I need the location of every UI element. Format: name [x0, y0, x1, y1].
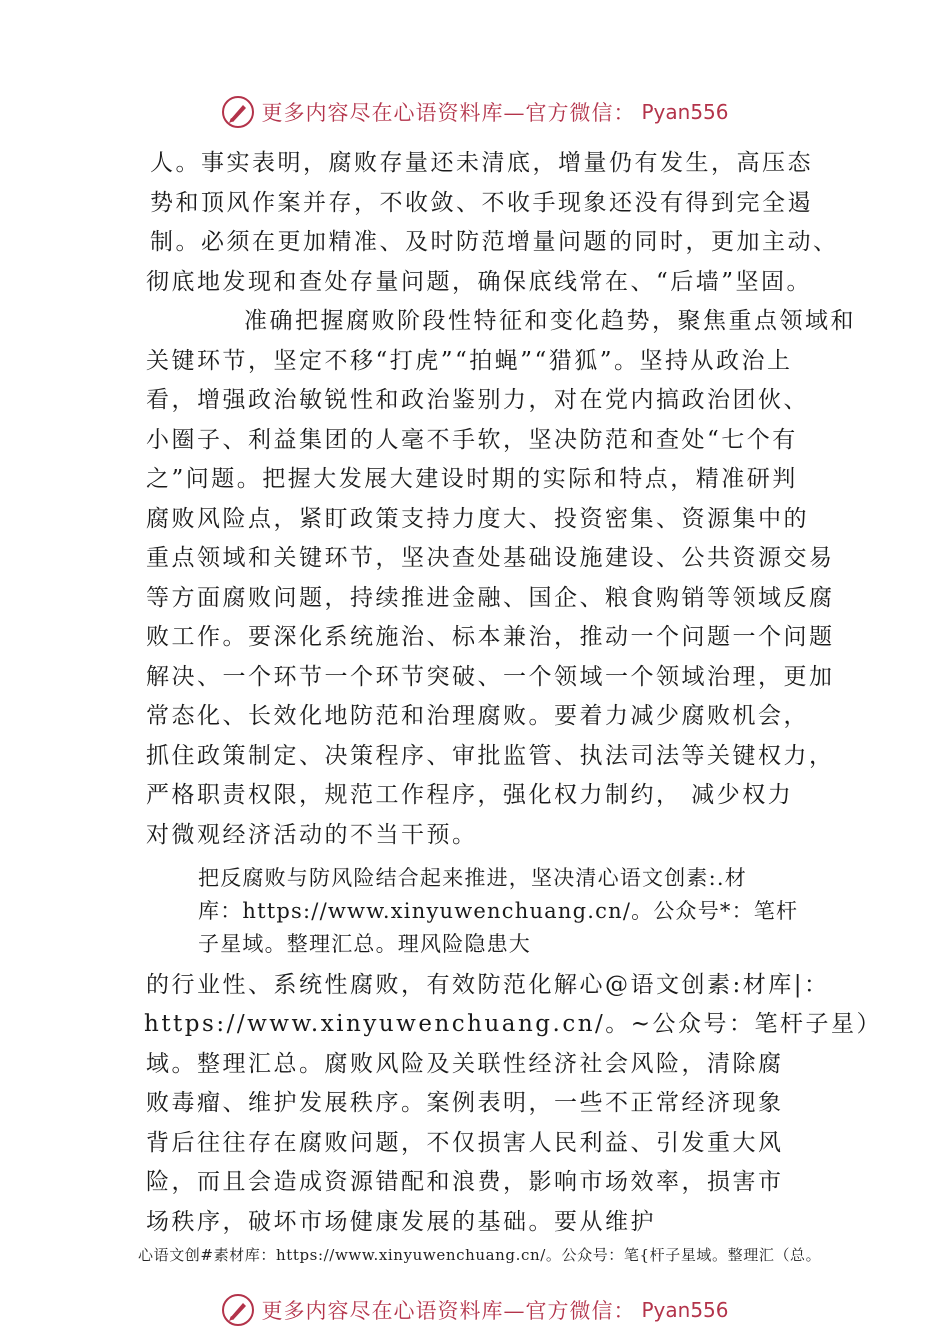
- text-line: 把反腐败与防风险结合起来推进，坚决清心语文创素:.材: [198, 866, 747, 890]
- text-line: 之”问题。把握大发展大建设时期的实际和特点，精准研判: [146, 466, 798, 492]
- text-line: 败毒瘤、维护发展秩序。案例表明，一些不正常经济现象: [146, 1090, 784, 1116]
- text-line: 域。整理汇总。腐败风险及关联性经济社会风险，清除腐: [146, 1051, 784, 1077]
- text-line: 看，增强政治敏锐性和政治鉴别力，对在党内搞政治团伙、: [146, 387, 809, 413]
- text-line: https://www.xinyuwenchuang.cn/。~公众号：笔杆子星）: [144, 1011, 883, 1037]
- text-line: 势和顶风作案并存，不收敛、不收手现象还没有得到完全遏: [150, 190, 813, 216]
- text-line: 彻底地发现和查处存量问题，确保底线常在、“后墙”坚固。: [146, 269, 813, 295]
- text-line: 抓住政策制定、决策程序、审批监管、执法司法等关键权力，: [146, 743, 835, 769]
- text-line: 库：https://www.xinyuwenchuang.cn/。公众号*：笔杆: [198, 899, 799, 923]
- text-line: 场秩序，破坏市场健康发展的基础。要从维护: [146, 1209, 656, 1235]
- banner-wechat-id: Pyan556: [641, 100, 729, 124]
- text-line: 重点领域和关键环节，坚决查处基础设施建设、公共资源交易: [146, 545, 835, 571]
- pen-logo-icon: [221, 95, 255, 129]
- text-line: 背后往往存在腐败问题，不仅损害人民利益、引发重大风: [146, 1130, 784, 1156]
- pen-logo-icon: [221, 1293, 255, 1327]
- watermark-banner-bottom: [0, 1290, 950, 1330]
- text-line: 常态化、长效化地防范和治理腐败。要着力减少腐败机会，: [146, 703, 809, 729]
- text-line: 子星域。整理汇总。理风险隐患大: [198, 932, 531, 956]
- text-line: 准确把握腐败阶段性特征和变化趋势，聚焦重点领域和: [244, 308, 856, 334]
- text-line: 对微观经济活动的不当干预。: [146, 822, 478, 848]
- banner-wechat-id: Pyan556: [641, 1298, 729, 1322]
- banner-text: 更多内容尽在心语资料库—官方微信：: [261, 1299, 636, 1323]
- watermark-banner-top: [0, 92, 950, 132]
- text-line: 制。必须在更加精准、及时防范增量问题的同时，更加主动、: [150, 229, 839, 255]
- text-line: 小圈子、利益集团的人毫不手软，坚决防范和查处“七个有: [146, 427, 798, 453]
- text-line: 的行业性、系统性腐败，有效防范化解心@语文创素:材库|：: [146, 972, 830, 998]
- text-line: 严格职责权限，规范工作程序，强化权力制约， 减少权力: [146, 782, 794, 808]
- text-line: 关键环节，坚定不移“打虎”“拍蝇”“猎狐”。坚持从政治上: [146, 348, 793, 374]
- text-line: 腐败风险点，紧盯政策支持力度大、投资密集、资源集中的: [146, 506, 809, 532]
- text-line: 险，而且会造成资源错配和浪费，影响市场效率，损害市: [146, 1169, 784, 1195]
- text-line: 解决、一个环节一个环节突破、一个领域一个领域治理，更加: [146, 664, 835, 690]
- text-line: 等方面腐败问题，持续推进金融、国企、粮食购销等领域反腐: [146, 585, 835, 611]
- footer-watermark-text: 心语文创#素材库：https://www.xinyuwenchuang.cn/。公众号：笔{杆子星域。整理汇（总。: [138, 1246, 822, 1264]
- banner-text: 更多内容尽在心语资料库—官方微信：: [261, 101, 636, 125]
- text-line: 败工作。要深化系统施治、标本兼治，推动一个问题一个问题: [146, 624, 835, 650]
- text-line: 人。事实表明，腐败存量还未清底，增量仍有发生，高压态: [150, 150, 813, 176]
